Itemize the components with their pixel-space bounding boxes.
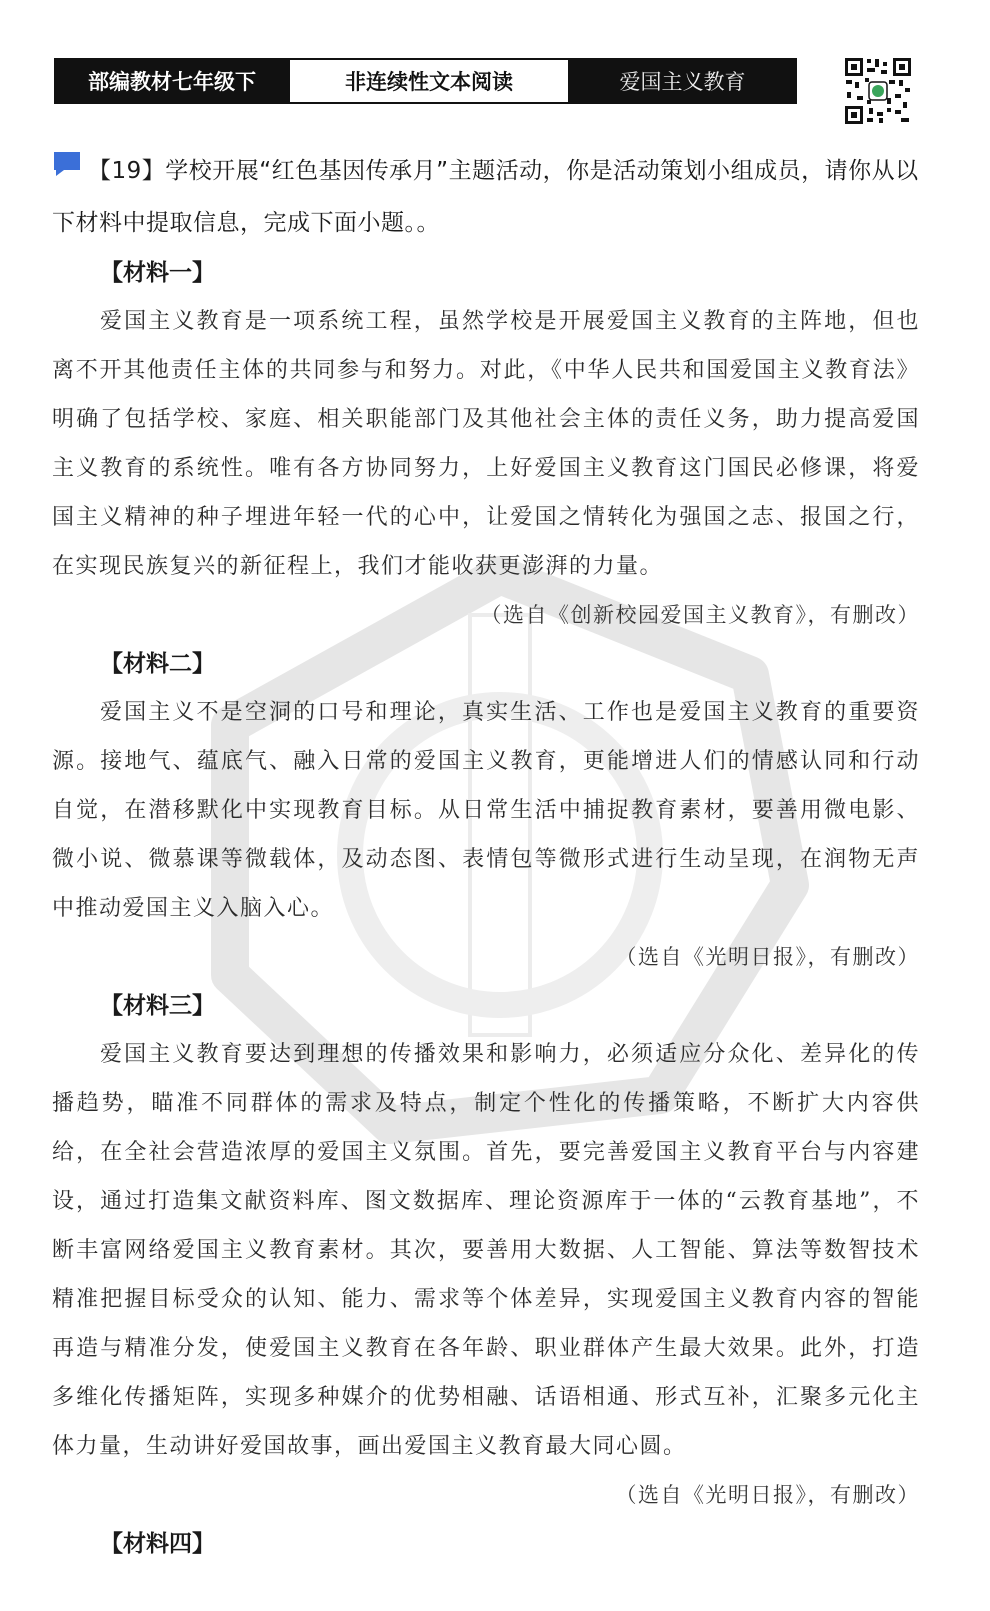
material-3-text: 爱国主义教育要达到理想的传播效果和影响力，必须适应分众化、差异化的传播趋势，瞄准不同群体的需求及特点，制定个性化的传播策略，不断扩大内容供给，在全社会营造浓厚的爱国主义氛围。首先，要完善爱国主义教育平台与内容建设，通过打造集文献资料库、图文数据库、理论资源库于一体的“云教育基地”，不断丰富网络爱国主义教育素材。其次，要善用大数据、人工智能、算法等数智技术精准把握目标受众的认知、能力、需求等个体差异，实现爱国主义教育内容的智能再造与精准分发，使爱国主义教育在各年龄、职业群体产生最大效果。此外，打造多维化传播矩阵，实现多种媒介的优势相融、话语相通、形式互补，汇聚多元化主体力量，生动讲好爱国故事，画出爱国主义教育最大同心圆。 [52,1042,920,1459]
material-1-source: （选自《创新校园爱国主义教育》，有删改） [480,603,920,627]
material-2-text: 爱国主义不是空洞的口号和理论，真实生活、工作也是爱国主义教育的重要资源。接地气、蕴底气、融入日常的爱国主义教育，更能增进人们的情感认同和行动自觉，在潜移默化中实现教育目标。从日常生活中捕捉教育素材，要善用微电影、微小说、微慕课等微载体，及动态图、表情包等微形式进行生动呈现，在润物无声中推动爱国主义入脑入心。 [52,700,920,921]
material-2-title: 【材料二】 [100,651,215,677]
material-1-text: 爱国主义教育是一项系统工程，虽然学校是开展爱国主义教育的主阵地，但也离不开其他责任主体的共同参与和努力。对此，《中华人民共和国爱国主义教育法》明确了包括学校、家庭、相关职能部门及其他社会主体的责任义务，助力提高爱国主义教育的系统性。唯有各方协同努力，上好爱国主义教育这门国民必修课，将爱国主义精神的种子埋进年轻一代的心中，让爱国之情转化为强国之志、报国之行，在实现民族复兴的新征程上，我们才能收获更澎湃的力量。 [52,309,920,579]
header-theme: 爱国主义教育 [570,60,795,102]
material-1-title: 【材料一】 [100,260,215,286]
question-prompt: 【19】学校开展“红色基因传承月”主题活动，你是活动策划小组成员，请你从以下材料中提取信息，完成下面小题。。 [52,158,919,236]
material-2-source: （选自《光明日报》，有删改） [615,945,920,969]
comment-bubble-icon [52,150,82,178]
material-3-title: 【材料三】 [100,993,215,1019]
material-4-title: 【材料四】 [100,1531,215,1557]
header-grade: 部编教材七年级下 [56,60,288,102]
qr-code-icon [843,56,913,126]
material-3-source: （选自《光明日报》，有删改） [615,1483,920,1507]
page-header [54,58,797,104]
header-topic: 非连续性文本阅读 [288,60,570,102]
reading-content [52,145,920,1568]
